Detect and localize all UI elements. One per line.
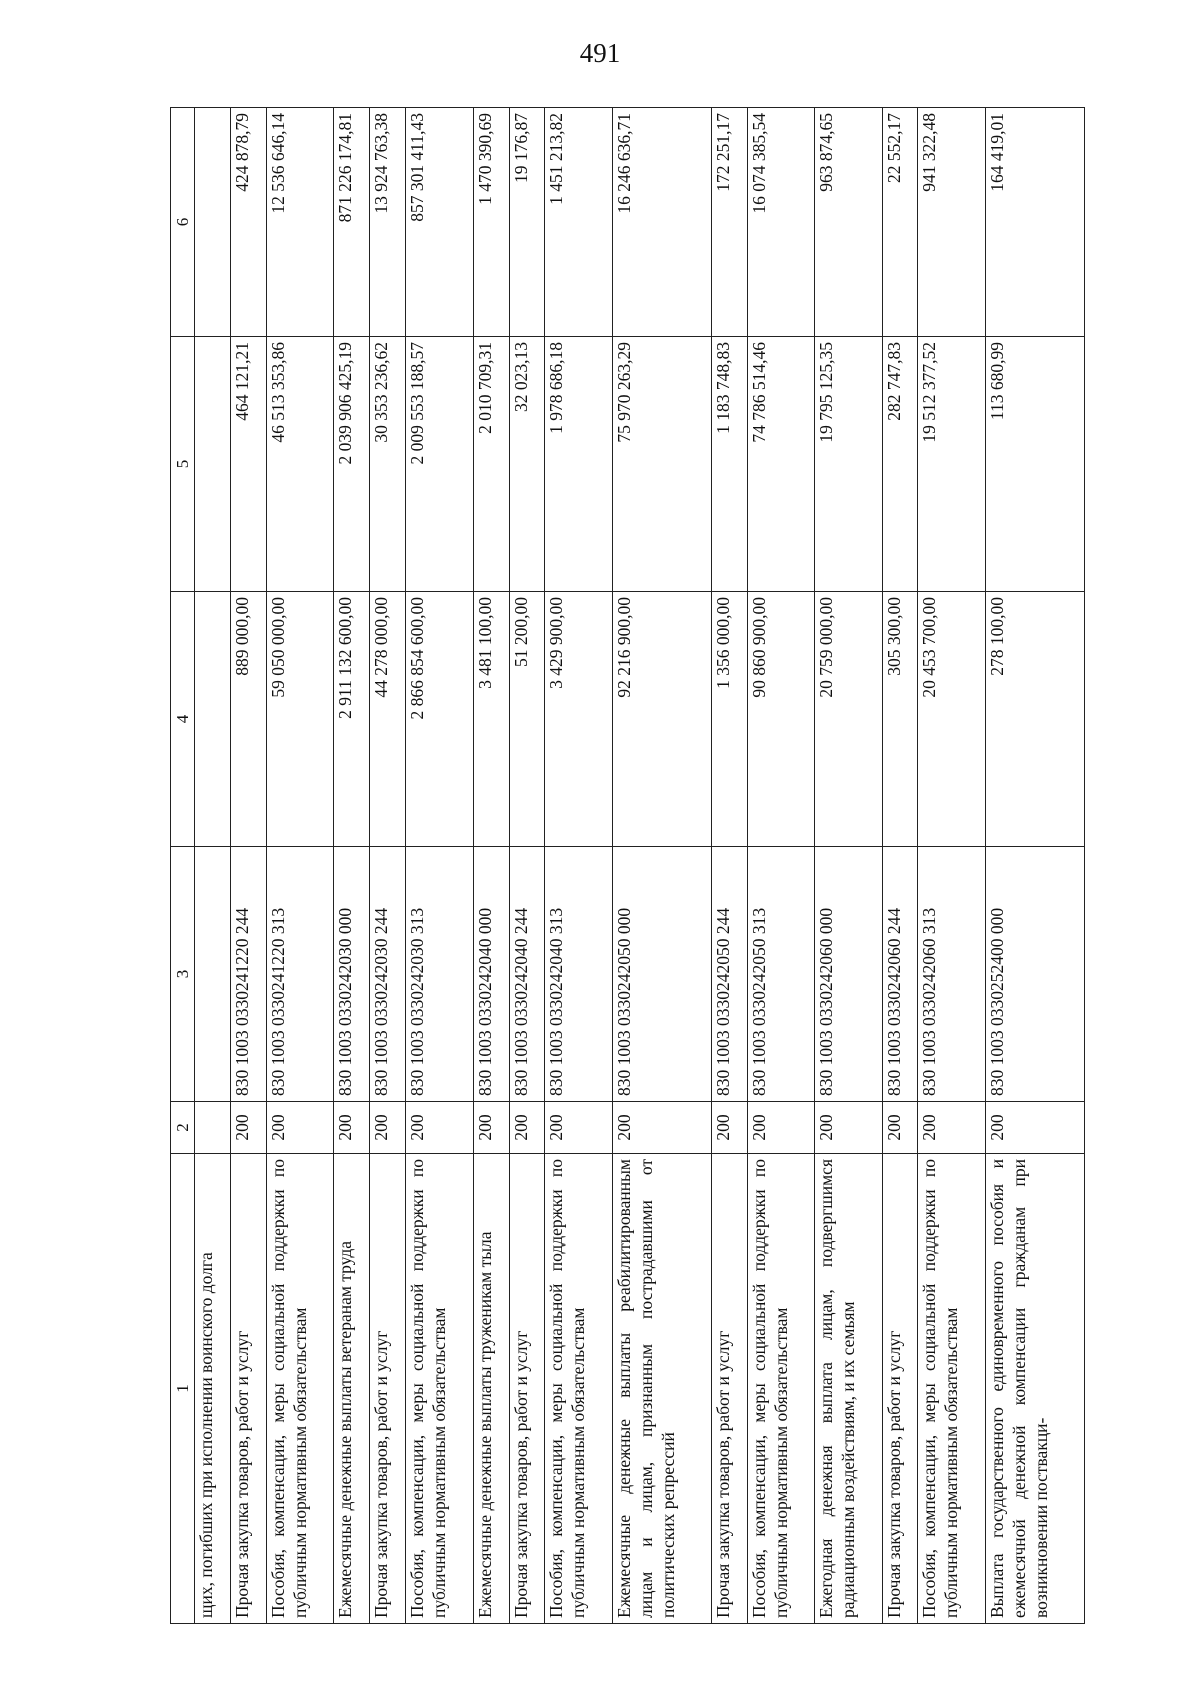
rotated-table-container	[170, 108, 1085, 1624]
table-row	[882, 108, 918, 1624]
row-code-200-cell	[195, 1102, 231, 1154]
row-name-cell: Ежемесячные денежные выплаты реабилитированным лицам и лицам, признанным пострадавшими от политических репрессий	[612, 1154, 711, 1624]
row-code-200-cell: 200	[406, 1102, 473, 1154]
executed-amount-cell: 32 023,13	[509, 337, 545, 592]
row-name-cell: Ежемесячные денежные выплаты труженикам тыла	[473, 1154, 509, 1624]
budget-execution-table	[170, 107, 1085, 1624]
approved-amount-cell: 2 866 854 600,00	[406, 592, 473, 847]
budget-classification-code-cell: 830 1003 0330242030 000	[334, 847, 370, 1102]
page-number: 491	[579, 38, 621, 68]
row-name-cell: Пособия, компенсации, меры социальной поддержки по публичным нормативным обязательствам	[747, 1154, 814, 1624]
table-row	[267, 108, 334, 1624]
executed-amount-cell: 1 978 686,18	[545, 337, 612, 592]
executed-amount-cell: 2 039 906 425,19	[334, 337, 370, 592]
table-row	[195, 108, 231, 1624]
table-row	[406, 108, 473, 1624]
table-body	[195, 108, 1085, 1624]
row-code-200-cell: 200	[815, 1102, 882, 1154]
table-row	[545, 108, 612, 1624]
approved-amount-cell: 92 216 900,00	[612, 592, 711, 847]
table-row	[985, 108, 1084, 1624]
unexecuted-amount-cell: 857 301 411,43	[406, 108, 473, 337]
approved-amount-cell	[195, 592, 231, 847]
row-code-200-cell: 200	[711, 1102, 747, 1154]
row-name-cell: Прочая закупка товаров, работ и услуг	[711, 1154, 747, 1624]
executed-amount-cell: 74 786 514,46	[747, 337, 814, 592]
approved-amount-cell: 3 429 900,00	[545, 592, 612, 847]
row-code-200-cell: 200	[334, 1102, 370, 1154]
unexecuted-amount-cell: 963 874,65	[815, 108, 882, 337]
row-code-200-cell: 200	[612, 1102, 711, 1154]
row-name-cell: Ежемесячные денежные выплаты ветеранам труда	[334, 1154, 370, 1624]
executed-amount-cell: 1 183 748,83	[711, 337, 747, 592]
executed-amount-cell: 46 513 353,86	[267, 337, 334, 592]
executed-amount-cell: 282 747,83	[882, 337, 918, 592]
approved-amount-cell: 44 278 000,00	[370, 592, 406, 847]
executed-amount-cell: 113 680,99	[985, 337, 1084, 592]
unexecuted-amount-cell: 19 176,87	[509, 108, 545, 337]
budget-classification-code-cell: 830 1003 0330242030 313	[406, 847, 473, 1102]
approved-amount-cell: 305 300,00	[882, 592, 918, 847]
executed-amount-cell: 75 970 263,29	[612, 337, 711, 592]
executed-amount-cell: 19 795 125,35	[815, 337, 882, 592]
table-row	[334, 108, 370, 1624]
executed-amount-cell	[195, 337, 231, 592]
unexecuted-amount-cell: 1 470 390,69	[473, 108, 509, 337]
budget-classification-code-cell: 830 1003 0330242060 000	[815, 847, 882, 1102]
row-code-200-cell: 200	[882, 1102, 918, 1154]
unexecuted-amount-cell: 164 419,01	[985, 108, 1084, 337]
row-code-200-cell: 200	[918, 1102, 985, 1154]
executed-amount-cell: 2 009 553 188,57	[406, 337, 473, 592]
unexecuted-amount-cell: 172 251,17	[711, 108, 747, 337]
row-code-200-cell: 200	[985, 1102, 1084, 1154]
table-row	[231, 108, 267, 1624]
budget-classification-code-cell: 830 1003 0330242040 000	[473, 847, 509, 1102]
unexecuted-amount-cell	[195, 108, 231, 337]
row-name-cell: Пособия, компенсации, меры социальной поддержки по публичным нормативным обязательствам	[406, 1154, 473, 1624]
unexecuted-amount-cell: 941 322,48	[918, 108, 985, 337]
row-name-cell: Прочая закупка товаров, работ и услуг	[370, 1154, 406, 1624]
approved-amount-cell: 3 481 100,00	[473, 592, 509, 847]
column-header: 2	[171, 1102, 195, 1154]
table-row	[509, 108, 545, 1624]
budget-classification-code-cell: 830 1003 0330241220 313	[267, 847, 334, 1102]
row-name-cell: Пособия, компенсации, меры социальной поддержки по публичным нормативным обязательствам	[267, 1154, 334, 1624]
row-code-200-cell: 200	[473, 1102, 509, 1154]
row-code-200-cell: 200	[370, 1102, 406, 1154]
column-number-row	[171, 108, 195, 1624]
row-code-200-cell: 200	[545, 1102, 612, 1154]
table-row	[370, 108, 406, 1624]
approved-amount-cell: 889 000,00	[231, 592, 267, 847]
approved-amount-cell: 90 860 900,00	[747, 592, 814, 847]
table-row	[815, 108, 882, 1624]
row-name-cell: Прочая закупка товаров, работ и услуг	[231, 1154, 267, 1624]
column-header: 4	[171, 592, 195, 847]
column-header: 5	[171, 337, 195, 592]
unexecuted-amount-cell: 22 552,17	[882, 108, 918, 337]
column-header: 6	[171, 108, 195, 337]
budget-classification-code-cell	[195, 847, 231, 1102]
executed-amount-cell: 2 010 709,31	[473, 337, 509, 592]
row-code-200-cell: 200	[747, 1102, 814, 1154]
unexecuted-amount-cell: 424 878,79	[231, 108, 267, 337]
row-code-200-cell: 200	[231, 1102, 267, 1154]
executed-amount-cell: 30 353 236,62	[370, 337, 406, 592]
budget-classification-code-cell: 830 1003 0330252400 000	[985, 847, 1084, 1102]
column-header: 1	[171, 1154, 195, 1624]
budget-classification-code-cell: 830 1003 0330242040 244	[509, 847, 545, 1102]
budget-classification-code-cell: 830 1003 0330242060 244	[882, 847, 918, 1102]
row-name-cell: Ежегодная денежная выплата лицам, подвергшимся радиационным воздействиям, и их семьям	[815, 1154, 882, 1624]
table-row	[918, 108, 985, 1624]
approved-amount-cell: 20 759 000,00	[815, 592, 882, 847]
budget-classification-code-cell: 830 1003 0330241220 244	[231, 847, 267, 1102]
table-row	[473, 108, 509, 1624]
budget-classification-code-cell: 830 1003 0330242050 000	[612, 847, 711, 1102]
approved-amount-cell: 59 050 000,00	[267, 592, 334, 847]
executed-amount-cell: 464 121,21	[231, 337, 267, 592]
column-header: 3	[171, 847, 195, 1102]
row-code-200-cell: 200	[267, 1102, 334, 1154]
approved-amount-cell: 2 911 132 600,00	[334, 592, 370, 847]
table-row	[747, 108, 814, 1624]
approved-amount-cell: 51 200,00	[509, 592, 545, 847]
budget-classification-code-cell: 830 1003 0330242050 244	[711, 847, 747, 1102]
unexecuted-amount-cell: 1 451 213,82	[545, 108, 612, 337]
executed-amount-cell: 19 512 377,52	[918, 337, 985, 592]
unexecuted-amount-cell: 871 226 174,81	[334, 108, 370, 337]
unexecuted-amount-cell: 16 246 636,71	[612, 108, 711, 337]
table-row	[612, 108, 711, 1624]
row-name-cell: щих, погибших при исполнении воинского долга	[195, 1154, 231, 1624]
budget-classification-code-cell: 830 1003 0330242060 313	[918, 847, 985, 1102]
unexecuted-amount-cell: 12 536 646,14	[267, 108, 334, 337]
row-name-cell: Выплата государственного единовременного пособия и ежемесячной денежной компенсации гражданам при возникновении поствакци-	[985, 1154, 1084, 1624]
budget-classification-code-cell: 830 1003 0330242050 313	[747, 847, 814, 1102]
row-name-cell: Пособия, компенсации, меры социальной поддержки по публичным нормативным обязательствам	[918, 1154, 985, 1624]
unexecuted-amount-cell: 16 074 385,54	[747, 108, 814, 337]
unexecuted-amount-cell: 13 924 763,38	[370, 108, 406, 337]
table-row	[711, 108, 747, 1624]
budget-classification-code-cell: 830 1003 0330242030 244	[370, 847, 406, 1102]
row-name-cell: Прочая закупка товаров, работ и услуг	[509, 1154, 545, 1624]
row-name-cell: Пособия, компенсации, меры социальной поддержки по публичным нормативным обязательствам	[545, 1154, 612, 1624]
approved-amount-cell: 1 356 000,00	[711, 592, 747, 847]
approved-amount-cell: 278 100,00	[985, 592, 1084, 847]
rotated-table-frame	[170, 108, 1085, 1624]
row-name-cell: Прочая закупка товаров, работ и услуг	[882, 1154, 918, 1624]
approved-amount-cell: 20 453 700,00	[918, 592, 985, 847]
budget-classification-code-cell: 830 1003 0330242040 313	[545, 847, 612, 1102]
row-code-200-cell: 200	[509, 1102, 545, 1154]
